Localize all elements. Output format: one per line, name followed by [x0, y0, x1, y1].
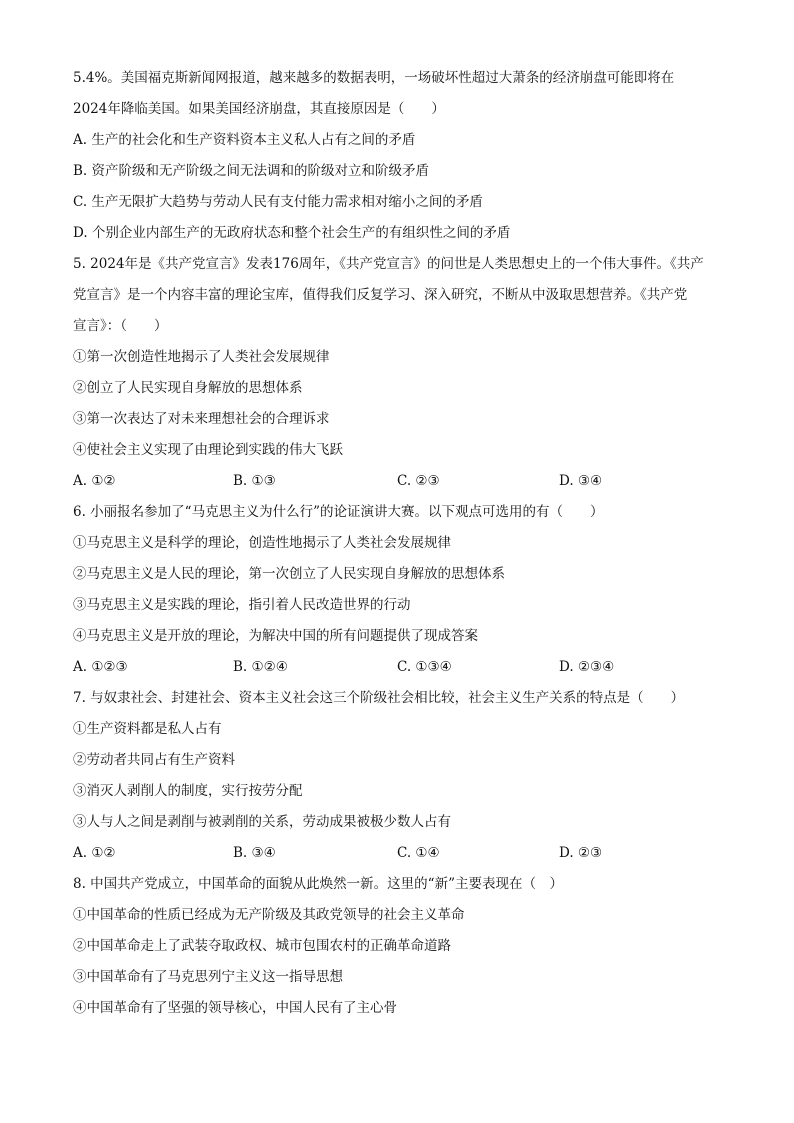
- question-7: [73, 683, 723, 869]
- question-8-item-4: ④中国革命有了坚强的领导核心，中国人民有了主心骨: [73, 1000, 397, 1016]
- question-5-stem-line-3: 宣言》：（ ）: [73, 318, 168, 334]
- question-6: [73, 497, 723, 683]
- question-6-item-2: ②马克思主义是人民的理论，第一次创立了人民实现自身解放的思想体系: [73, 566, 505, 582]
- question-6-option-a: A. ①②③: [73, 659, 128, 675]
- question-4-stem-line-2: 2024年降临美国。如果美国经济崩盘，其直接原因是（ ）: [73, 101, 445, 117]
- question-7-option-d: D. ②③: [559, 845, 603, 861]
- question-6-item-3: ③马克思主义是实践的理论，指引着人民改造世界的行动: [73, 597, 411, 613]
- question-8-item-1: ①中国革命的性质已经成为无产阶级及其政党领导的社会主义革命: [73, 907, 465, 923]
- question-8-item-3: ③中国革命有了马克思列宁主义这一指导思想: [73, 969, 343, 985]
- question-4: [73, 63, 723, 249]
- question-4-option-d: D. 个别企业内部生产的无政府状态和整个社会生产的有组织性之间的矛盾: [73, 225, 511, 241]
- question-6-stem-line-1: 6. 小丽报名参加了“马克思主义为什么行”的论证演讲大赛。以下观点可选用的有（ ）: [73, 504, 604, 520]
- question-7-option-a: A. ①②: [73, 845, 116, 861]
- question-6-item-1: ①马克思主义是科学的理论，创造性地揭示了人类社会发展规律: [73, 535, 451, 551]
- question-5-stem-line-1: 5. 2024年是《共产党宣言》发表176周年，《共产党宣言》的问世是人类思想史上的一个伟大事件。《共产: [73, 256, 704, 272]
- question-5: [73, 249, 723, 497]
- question-5-item-4: ④使社会主义实现了由理论到实践的伟大飞跃: [73, 442, 343, 458]
- question-4-option-b: B. 资产阶级和无产阶级之间无法调和的阶级对立和阶级矛盾: [73, 163, 430, 179]
- question-7-item-4: ③人与人之间是剥削与被剥削的关系，劳动成果被极少数人占有: [73, 814, 451, 830]
- question-6-item-4: ④马克思主义是开放的理论，为解决中国的所有问题提供了现成答案: [73, 628, 478, 644]
- question-5-item-3: ③第一次表达了对未来理想社会的合理诉求: [73, 411, 330, 427]
- question-5-option-a: A. ①②: [73, 473, 116, 489]
- question-8: [73, 869, 723, 1024]
- question-5-options: [73, 466, 723, 497]
- question-5-option-c: C. ②③: [397, 473, 440, 489]
- question-5-stem-line-2: 党宣言》是一个内容丰富的理论宝库，值得我们反复学习、深入研究，不断从中汲取思想营养。《共产党: [73, 287, 688, 303]
- question-7-options: [73, 838, 723, 869]
- question-7-item-1: ①生产资料都是私人占有: [73, 721, 222, 737]
- question-7-option-b: B. ③④: [233, 845, 276, 861]
- question-6-option-c: C. ①③④: [397, 659, 452, 675]
- question-7-item-3: ③消灭人剥削人的制度，实行按劳分配: [73, 783, 303, 799]
- question-4-stem-line-1: 5.4%。美国福克斯新闻网报道，越来越多的数据表明，一场破坏性超过大萧条的经济崩盘可能即将在: [73, 70, 675, 86]
- question-6-options: [73, 652, 723, 683]
- question-4-option-c: C. 生产无限扩大趋势与劳动人民有支付能力需求相对缩小之间的矛盾: [73, 194, 483, 210]
- question-7-option-c: C. ①④: [397, 845, 440, 861]
- question-5-option-d: D. ③④: [559, 473, 603, 489]
- question-4-option-a: A. 生产的社会化和生产资料资本主义私人占有之间的矛盾: [73, 132, 416, 148]
- question-5-option-b: B. ①③: [233, 473, 276, 489]
- question-5-item-1: ①第一次创造性地揭示了人类社会发展规律: [73, 349, 330, 365]
- question-8-item-2: ②中国革命走上了武装夺取政权、城市包围农村的正确革命道路: [73, 938, 451, 954]
- question-7-stem-line-1: 7. 与奴隶社会、封建社会、资本主义社会这三个阶级社会相比较，社会主义生产关系的特点是（ ）: [73, 690, 685, 706]
- question-5-item-2: ②创立了人民实现自身解放的思想体系: [73, 380, 303, 396]
- question-8-stem-line-1: 8. 中国共产党成立，中国革命的面貌从此焕然一新。这里的“新”主要表现在（ ）: [73, 876, 563, 892]
- question-7-item-2: ②劳动者共同占有生产资料: [73, 752, 235, 768]
- question-6-option-b: B. ①②④: [233, 659, 288, 675]
- question-6-option-d: D. ②③④: [559, 659, 615, 675]
- page-content: [73, 63, 723, 1024]
